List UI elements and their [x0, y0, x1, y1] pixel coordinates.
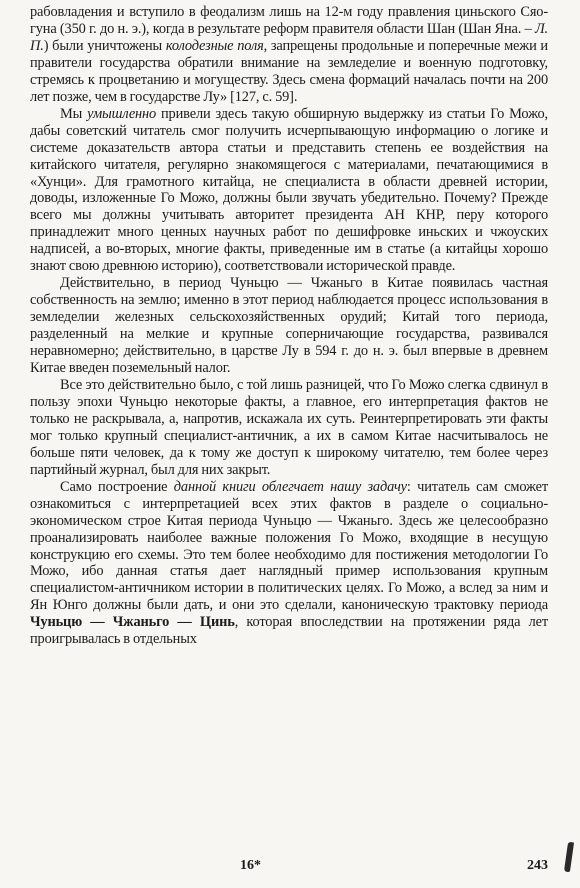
text-segment: ) были уничтожены — [43, 37, 166, 54]
text-segment: умышленно — [87, 105, 157, 122]
text-segment: Мы — [60, 105, 88, 122]
text-segment: данной книги облегчает нашу задачу — [173, 478, 407, 495]
text-segment: колодезные поля — [165, 37, 264, 54]
text-segment: Чуньцю — Чжаньго — Цинь — [30, 614, 235, 631]
text-segment: Действительно, в период Чуньцю — Чжаньго в Китае появилась частная собственность на землю; именно в этот период наблюдается процесс использования в земледелии железных сельскохозяйственных орудий; Китай того периода, разделенный на мелкие и крупные соперничающие государства, развивался неравномерно; действительно, в царстве Лу в 594 г. до н. э. был впервые в древнем Китае введен поземельный налог. — [30, 275, 548, 377]
page-footer — [30, 858, 548, 878]
text-segment: , запрещены продольные и поперечные межи и правители государства обратили внимание на земледелие и военную подготовку, стремясь к процветанию и могуществу. Здесь смена формаций началась почти на 200 лет позже, чем в государстве Лу» [127, с. 59]. — [30, 37, 548, 105]
text-segment: Все это действительно было, с той лишь разницей, что Го Можо слегка сдвинул в пользу эпохи Чуньцю некоторые факты, а главное, его интерпретация фактов не только не раскрывала, а, напротив, искажала их суть. Реинтерпретировать эти факты мог только крупный специалист-античник, а их в самом Китае насчитывалось не больше пяти человек, да к тому же доступ к широкому читателю, тем более через партийный журнал, был для них закрыт. — [30, 376, 548, 478]
page-body-text — [30, 4, 548, 648]
paragraph-2 — [30, 106, 548, 276]
paragraph-3 — [30, 275, 548, 377]
text-segment: рабовладения и вступило в феодализм лишь на 12-м году правления циньского Сяо-гуна (350 г. до н. э.), когда в результате реформ правителя области Шан (Шан Яна. – — [30, 4, 548, 37]
paragraph-1 — [30, 4, 548, 106]
text-segment: привели здесь такую обширную выдержку из статьи Го Можо, дабы советский читатель смог получить исчерпывающую информацию о логике и системе доказательств автора статьи и представить степень ее воздействия на китайского читателя, регулярно знакомящегося с материалами, печатающимися в «Хунци». Для грамотного китайца, не специалиста в области древней истории, доводы, изложенные Го Можо, должны были звучать убедительно. Почему? Прежде всего мы должны учитывать авторитет президента АН КНР, перу которого принадлежит много ценных научных работ по дешифровке иньских и чжоуских надписей, а во-вторых, многие факты, приведенные им в статье (а китайцы хорошо знают свою древнюю историю), соответствовали исторической правде. — [30, 105, 548, 275]
scan-edge-mark — [564, 842, 574, 873]
text-segment: : читатель сам сможет ознакомиться с интерпретацией всех этих фактов в разделе о социально-экономическом строе Китая периода Чуньцю — Чжаньго. Здесь же целесообразно проанализировать наиболее важные положения Го Можо, входящие в несущую конструкцию его схемы. Это тем более необходимо для постижения методологии Го Можо, ибо данная статья дает наглядный пример использования крупным специалистом-античником истории в политических целях. Го Можо, а вслед за ним и Ян Юнго должны были дать, и они это сделали, каноническую трактовку периода — [30, 478, 548, 614]
paragraph-5 — [30, 479, 548, 649]
paragraph-4 — [30, 377, 548, 479]
text-segment: Л. П. — [30, 20, 548, 54]
text-segment: , которая впоследствии на протяжении ряда лет проигрывалась в отдельных — [30, 614, 549, 648]
page-number: 243 — [527, 858, 548, 873]
text-segment: Само построение — [60, 478, 174, 495]
printer-signature-mark: 16* — [240, 858, 261, 873]
